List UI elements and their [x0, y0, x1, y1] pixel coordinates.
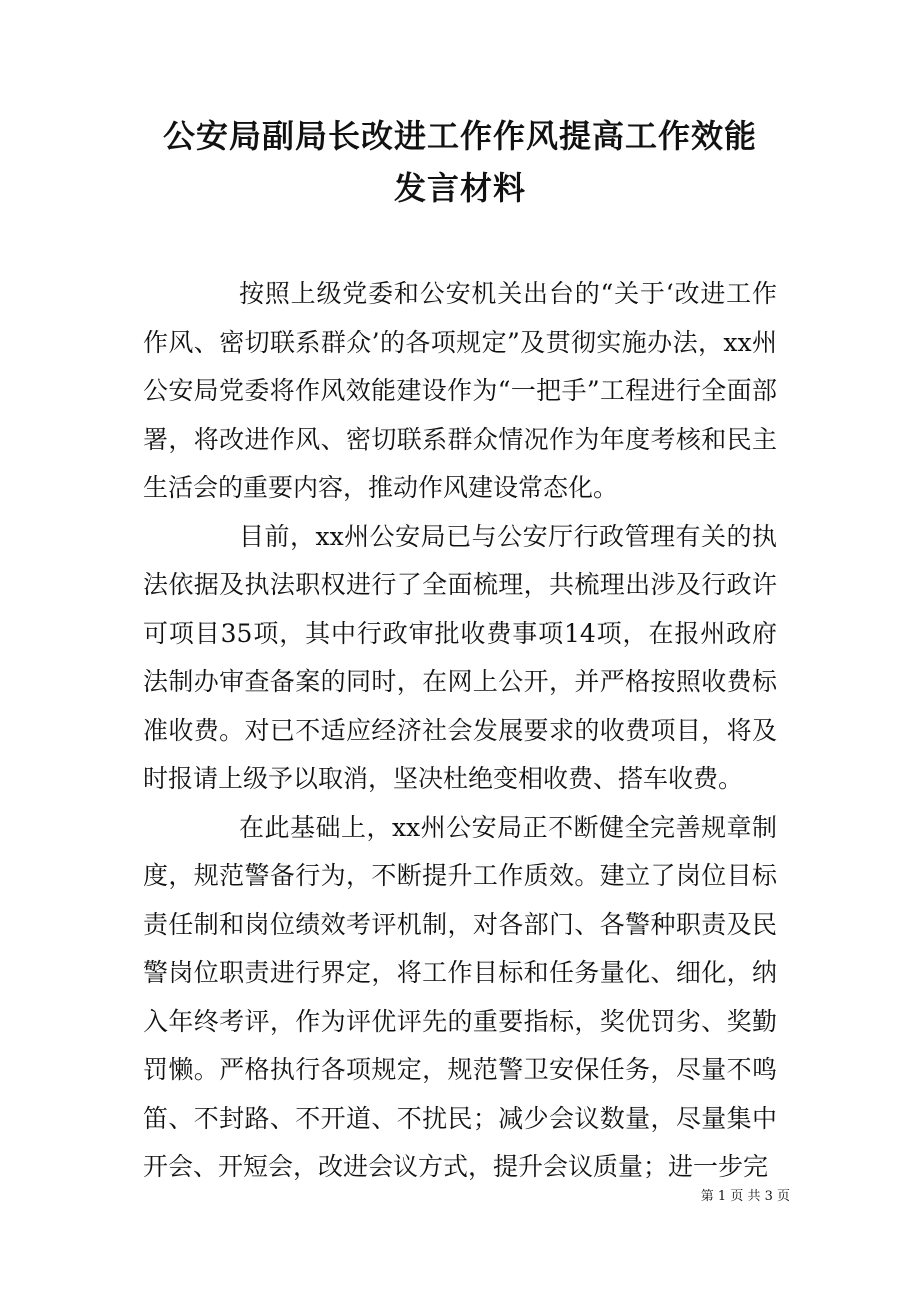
document-body: [143, 270, 777, 1192]
paragraph-3: 在此基础上，xx州公安局正不断健全完善规章制度，规范警备行为，不断提升工作质效。建立了岗位目标责任制和岗位绩效考评机制，对各部门、各警种职责及民警岗位职责进行界定，将工作目标和任务量化、细化，纳入年终考评，作为评优评先的重要指标，奖优罚劣、奖勤罚懒。严格执行各项规定，规范警卫安保任务，尽量不鸣笛、不封路、不开道、不扰民；减少会议数量，尽量集中开会、开短会，改进会议方式，提升会议质量；进一步完: [143, 812, 777, 1181]
page-number: 第 1 页 共 3 页: [700, 1189, 790, 1204]
paragraph-1: 按照上级党委和公安机关出台的“关于‘改进工作作风、密切联系群众’的各项规定”及贯彻实施办法，xx州公安局党委将作风效能建设作为“一把手”工程进行全面部署，将改进作风、密切联系群众情况作为年度考核和民主生活会的重要内容，推动作风建设常态化。: [143, 279, 777, 502]
paragraph-2: 目前，xx州公安局已与公安厅行政管理有关的执法依据及执法职权进行了全面梳理，共梳理出涉及行政许可项目35项，其中行政审批收费事项14项，在报州政府法制办审查备案的同时，在网上公开，并严格按照收费标准收费。对已不适应经济社会发展要求的收费项目，将及时报请上级予以取消，坚决杜绝变相收费、搭车收费。: [143, 521, 777, 793]
title-line-1: 公安局副局长改进工作作风提高工作效能: [162, 117, 757, 155]
title-line-2: 发言材料: [393, 169, 526, 207]
document-title: [120, 110, 800, 214]
